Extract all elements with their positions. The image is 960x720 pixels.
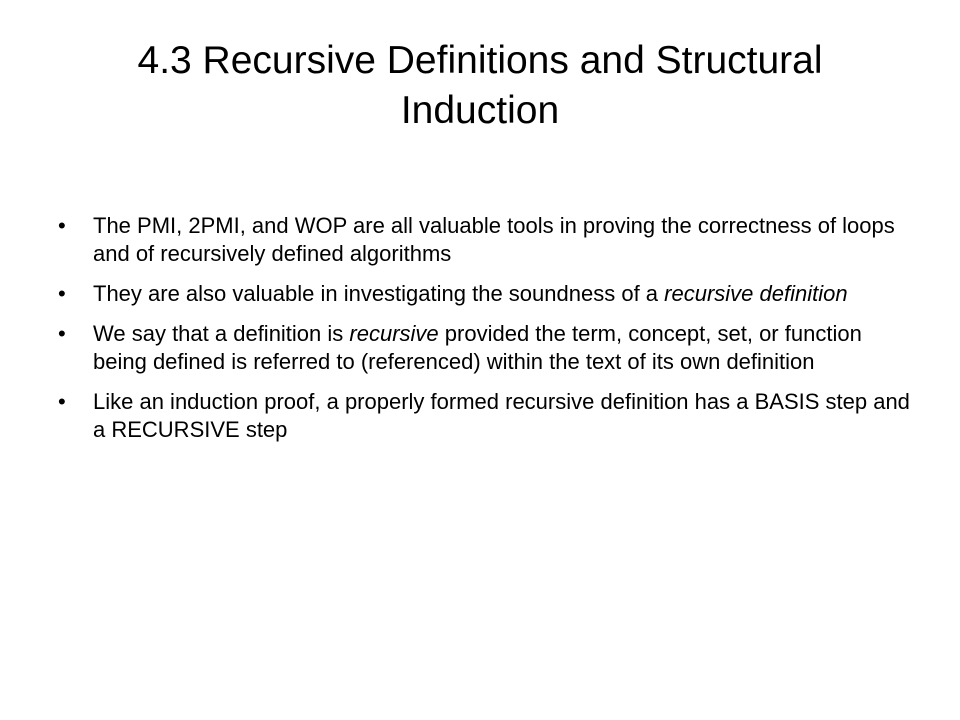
bullet-item-3 [58, 320, 918, 376]
bullet-marker: • [58, 389, 66, 414]
slide-title-line-1: 4.3 Recursive Definitions and Structural [137, 39, 823, 82]
bullet-marker: • [58, 281, 66, 306]
bullet-text-4: Like an induction proof, a properly formed recursive definition has a BASIS step and a RECURSIVE step [93, 389, 910, 442]
bullet-marker: • [58, 213, 66, 238]
bullet-text-3a: We say that a definition is [93, 321, 344, 346]
bullet-text-3b: provided the term, concept, set, or function being defined is referred to (referenced) within the text of its own definition [93, 321, 862, 374]
bullet-item-4 [58, 388, 918, 444]
bullet-text-2: They are also valuable in investigating the soundness of a [93, 281, 659, 306]
slide-title [60, 36, 900, 136]
bullet-marker: • [58, 321, 66, 346]
bullet-item-2 [58, 280, 918, 308]
bullet-emphasis-3: recursive [349, 321, 439, 346]
slide-title-line-2: Induction [400, 89, 560, 132]
bullet-list [58, 212, 918, 456]
bullet-text-1: The PMI, 2PMI, and WOP are all valuable tools in proving the correctness of loops and of recursively defined algorithms [93, 213, 895, 266]
bullet-emphasis-2: recursive definition [664, 281, 848, 306]
bullet-item-1 [58, 212, 918, 268]
